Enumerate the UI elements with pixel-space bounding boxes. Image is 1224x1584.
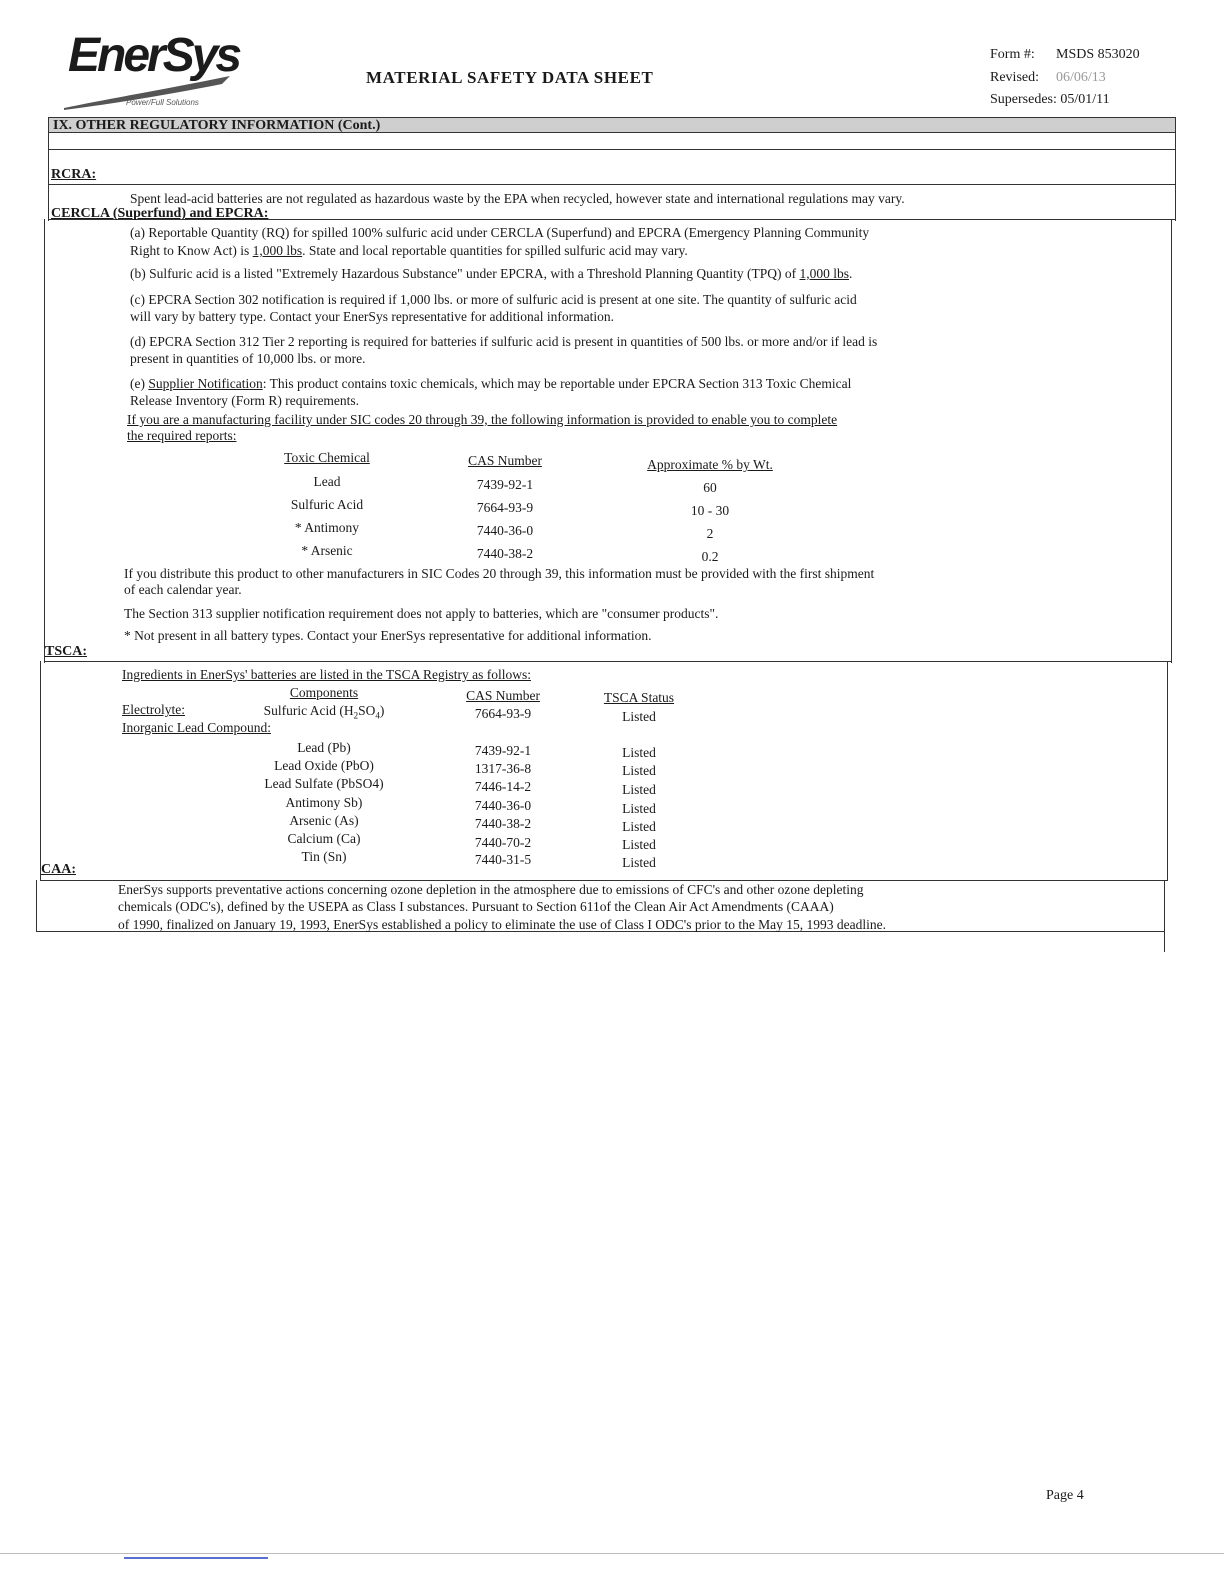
tsca-label: TSCA:: [45, 644, 88, 659]
frame-left-tsca: [40, 661, 41, 881]
frame-right-rcra: [1175, 133, 1176, 221]
frame-right-cercla: [1171, 219, 1172, 663]
cercla-c-line1: (c) EPCRA Section 302 notification is required if 1,000 lbs. or more of sulfuric acid is present at one site. The quantity of sulfuric acid: [130, 292, 857, 307]
tsca-row-cas: 1317-36-8: [474, 761, 532, 776]
cercla-d-line2: present in quantities of 10,000 lbs. or more.: [130, 351, 366, 366]
sic-intro-line2: the required reports:: [127, 428, 237, 443]
frame-left-cercla: [44, 219, 45, 663]
cercla-a-line2-post: . State and local reportable quantities for spilled sulfuric acid may vary.: [302, 243, 688, 258]
sic-intro-line1: If you are a manufacturing facility under SIC codes 20 through 39, the following information is provided to enable you to complete: [127, 412, 838, 427]
rule-rcra-top: [48, 184, 1176, 185]
frame-left-rcra: [48, 133, 49, 221]
tsca-row-component: Lead Oxide (PbO): [274, 758, 374, 773]
h2so4-sub1: 2: [353, 710, 359, 721]
revised-row: [990, 67, 1140, 90]
distribution-line1: If you distribute this product to other manufacturers in SIC Codes 20 through 39, this information must be provided with the first shipment: [124, 566, 875, 581]
tsca-electrolyte-component: [234, 703, 414, 721]
supersedes-row: [990, 89, 1140, 112]
caa-label: CAA:: [41, 862, 76, 877]
rule-tsca-top: [44, 661, 1172, 662]
toxic-row-chem: Sulfuric Acid: [290, 497, 364, 512]
inorganic-lead-label: Inorganic Lead Compound:: [122, 720, 271, 735]
caa-line3: of 1990, finalized on January 19, 1993, EnerSys established a policy to eliminate the use of Class I ODC's prior to the May 15, 1993 deadline.: [118, 917, 887, 932]
frame-right-caa: [1164, 880, 1165, 952]
section-header-bar: IX. OTHER REGULATORY INFORMATION (Cont.): [48, 117, 1176, 133]
toxic-row-pct: 60: [703, 480, 717, 495]
tsca-row-component: Arsenic (As): [289, 813, 359, 828]
frame-right-tsca: [1167, 661, 1168, 881]
form-number-row: [990, 44, 1140, 67]
tsca-intro: Ingredients in EnerSys' batteries are listed in the TSCA Registry as follows:: [122, 667, 531, 682]
section-313-note: The Section 313 supplier notification requirement does not apply to batteries, which are "consumer products".: [124, 606, 719, 621]
tsca-header-components: Components: [289, 685, 359, 700]
rcra-label: RCRA:: [51, 167, 97, 182]
tsca-row-status: Listed: [622, 745, 656, 760]
toxic-row-cas: 7440-38-2: [476, 546, 534, 561]
tsca-row-status: Listed: [622, 819, 656, 834]
bottom-scan-mark: [124, 1557, 268, 1559]
cercla-a-line1: (a) Reportable Quantity (RQ) for spilled 100% sulfuric acid under CERCLA (Superfund) and EPCRA (Emergency Planning Community: [130, 225, 870, 240]
document-title: MATERIAL SAFETY DATA SHEET: [366, 68, 654, 87]
cercla-a-line2: [130, 243, 688, 259]
cercla-b-pre: (b) Sulfuric acid is a listed "Extremely Hazardous Substance" under EPCRA, with a Threshold Planning Quantity (TPQ) of: [130, 266, 800, 281]
tsca-row-component: Calcium (Ca): [287, 831, 361, 846]
tsca-row-component: Tin (Sn): [301, 849, 347, 864]
tsca-row-component: Lead (Pb): [297, 740, 351, 755]
h2so4-mid: SO: [358, 703, 376, 718]
cercla-b-post: .: [849, 266, 853, 281]
cercla-b: [130, 266, 852, 282]
tsca-electrolyte-status: Listed: [622, 709, 656, 724]
cercla-e-line1: [130, 376, 851, 392]
tsca-electrolyte-cas: 7664-93-9: [474, 706, 532, 721]
toxic-row-chem: * Antimony: [294, 520, 360, 535]
tsca-row-cas: 7446-14-2: [474, 779, 532, 794]
supersedes-value: 05/01/11: [1060, 92, 1110, 107]
toxic-row-pct: 0.2: [701, 549, 719, 564]
tsca-row-status: Listed: [622, 763, 656, 778]
toxic-header-pct: Approximate % by Wt.: [647, 457, 773, 472]
h2so4-post: ): [379, 703, 385, 718]
tsca-row-status: Listed: [622, 782, 656, 797]
tsca-header-status: TSCA Status: [603, 690, 675, 705]
toxic-row-cas: 7439-92-1: [476, 477, 534, 492]
cercla-rq-value: 1,000 lbs: [252, 243, 303, 258]
toxic-row-chem: * Arsenic: [301, 543, 353, 558]
cercla-d-line1: (d) EPCRA Section 312 Tier 2 reporting is required for batteries if sulfuric acid is present in quantities of 500 lbs. or more and/or if lead is: [130, 334, 878, 349]
logo-tagline: Power/Full Solutions: [126, 98, 199, 107]
tsca-row-cas: 7440-38-2: [474, 816, 532, 831]
revised-label: Revised:: [990, 69, 1039, 85]
h2so4-sub2: 4: [375, 710, 380, 721]
tsca-row-cas: 7440-70-2: [474, 835, 532, 850]
tsca-row-status: Listed: [622, 855, 656, 870]
enersys-logo: [62, 28, 242, 112]
cercla-tpq-value: 1,000 lbs: [799, 266, 850, 281]
form-number-label: Form #:: [990, 47, 1035, 62]
toxic-row-cas: 7440-36-0: [476, 523, 534, 538]
toxic-row-pct: 10 - 30: [690, 503, 730, 518]
rule-caa-top: [40, 880, 1168, 881]
distribution-line2: of each calendar year.: [124, 582, 242, 597]
tsca-row-component: Antimony Sb): [285, 795, 363, 810]
rule-under-bar: [48, 149, 1176, 150]
rcra-text: Spent lead-acid batteries are not regulated as hazardous waste by the EPA when recycled, however state and international regulations may vary.: [130, 191, 905, 206]
tsca-row-cas: 7440-31-5: [474, 852, 532, 867]
h2so4-pre: Sulfuric Acid (H: [263, 703, 354, 718]
toxic-header-chemical: Toxic Chemical: [284, 450, 370, 465]
tsca-row-cas: 7440-36-0: [474, 798, 532, 813]
cercla-label: CERCLA (Superfund) and EPCRA:: [51, 206, 269, 221]
logo-wordmark: EnerSys: [68, 29, 240, 82]
toxic-header-cas: CAS Number: [468, 453, 542, 468]
supersedes-label: Supersedes:: [990, 92, 1057, 107]
page-number: Page 4: [1046, 1488, 1084, 1503]
tsca-header-cas: CAS Number: [466, 688, 540, 703]
revised-value: 06/06/13: [1056, 69, 1106, 85]
tsca-row-component: Lead Sulfate (PbSO4): [264, 776, 384, 791]
tsca-row-cas: 7439-92-1: [474, 743, 532, 758]
tsca-row-status: Listed: [622, 837, 656, 852]
cercla-c-line2: will vary by battery type. Contact your EnerSys representative for additional information.: [130, 309, 614, 324]
frame-left-caa: [36, 880, 37, 932]
toxic-row-pct: 2: [706, 526, 714, 541]
toxic-row-cas: 7664-93-9: [476, 500, 534, 515]
electrolyte-label: Electrolyte:: [122, 702, 185, 717]
toxic-row-chem: Lead: [313, 474, 341, 489]
form-number-value: MSDS 853020: [1056, 47, 1140, 62]
footnote-not-present: * Not present in all battery types. Contact your EnerSys representative for additional information.: [124, 628, 652, 643]
tsca-row-status: Listed: [622, 801, 656, 816]
caa-line1: EnerSys supports preventative actions concerning ozone depletion in the atmosphere due to emissions of CFC's and other ozone depleting: [118, 882, 864, 897]
cercla-e-pre: (e): [130, 376, 149, 391]
bottom-scan-rule: [0, 1553, 1224, 1554]
cercla-e-post: : This product contains toxic chemicals, which may be reportable under EPCRA Section 313 Toxic Chemical: [262, 376, 852, 391]
supplier-notification-term: Supplier Notification: [148, 376, 263, 391]
cercla-a-line2-pre: Right to Know Act) is: [130, 243, 253, 258]
caa-line2: chemicals (ODC's), defined by the USEPA as Class I substances. Pursuant to Section 611of the Clean Air Act Amendments (CAAA): [118, 899, 834, 914]
cercla-e-line2: Release Inventory (Form R) requirements.: [130, 393, 360, 408]
